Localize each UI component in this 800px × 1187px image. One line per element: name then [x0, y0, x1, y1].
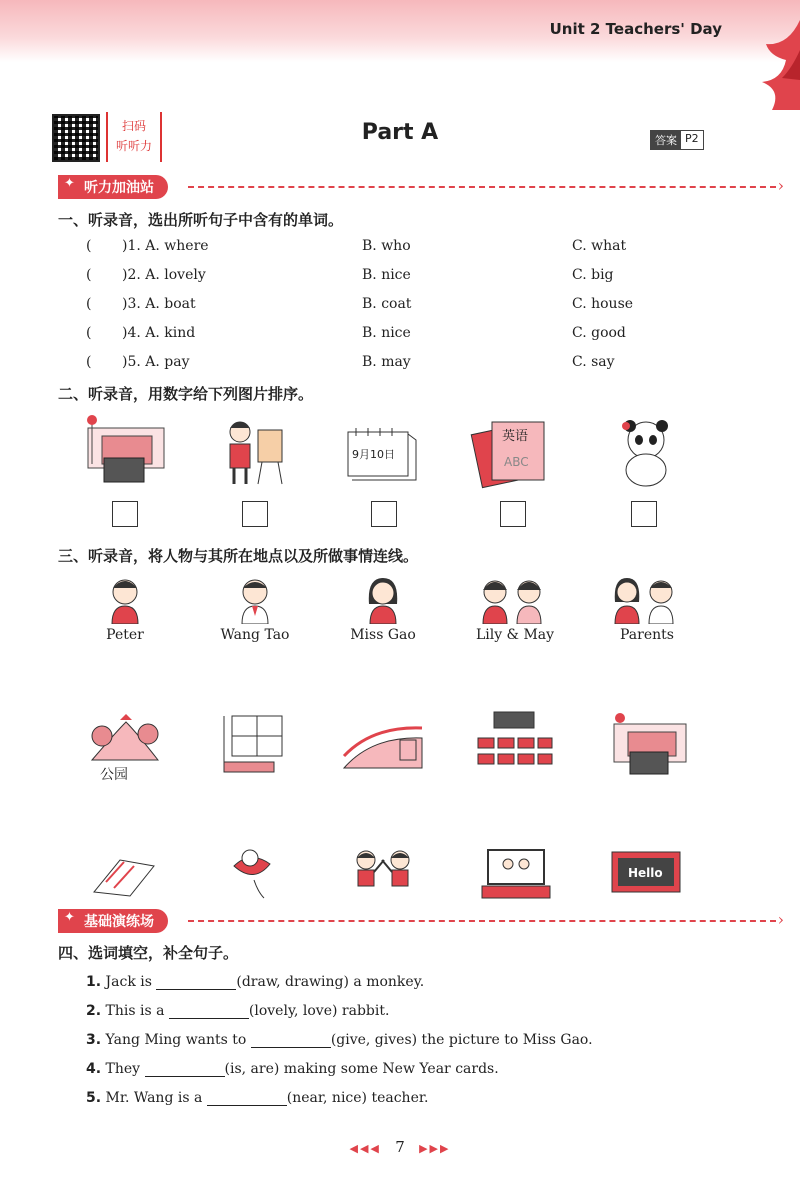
section-listening — [58, 176, 168, 198]
tv-icon — [480, 846, 552, 902]
scan-listen-label: 扫码 听听力 — [106, 112, 162, 162]
classroom-icon — [474, 710, 554, 776]
fill-sentence: 2. This is a (lovely, love) rabbit. — [86, 1003, 390, 1019]
parents-icon — [610, 574, 680, 624]
book-letters: ABC — [504, 455, 529, 469]
section-practice — [58, 910, 168, 932]
answer-blank[interactable] — [145, 1062, 225, 1077]
answer-blank[interactable] — [251, 1033, 331, 1048]
person-name: Wang Tao — [220, 627, 290, 643]
answer-label: 答案 — [651, 131, 681, 149]
arrows-right-icon: ▶▶▶ — [419, 1142, 451, 1155]
section-divider — [188, 920, 776, 922]
order-box-2[interactable] — [242, 501, 268, 527]
fill-sentence: 5. Mr. Wang is a (near, nice) teacher. — [86, 1090, 429, 1106]
girl-painting-icon — [214, 414, 294, 490]
fill-sentence: 3. Yang Ming wants to (give, gives) the picture to Miss Gao. — [86, 1032, 593, 1048]
q1-title: 一、听录音，选出所听句子中含有的单词。 — [58, 211, 344, 229]
girls-lily-may-icon — [478, 574, 548, 624]
fill-sentence: 4. They (is, are) making some New Year cards. — [86, 1061, 499, 1077]
boy-wang-tao-icon — [234, 574, 276, 624]
section-practice-label: ✦ 基础演练场 — [58, 909, 168, 933]
order-box-1[interactable] — [112, 501, 138, 527]
living-room-icon — [84, 414, 168, 490]
q1-row: ( )5. A. pay B. may C. say — [86, 354, 615, 370]
page-number: 7 — [395, 1138, 405, 1156]
person-name: Peter — [106, 627, 144, 643]
order-box-5[interactable] — [631, 501, 657, 527]
order-box-4[interactable] — [500, 501, 526, 527]
order-box-3[interactable] — [371, 501, 397, 527]
blackboard-icon — [610, 850, 682, 894]
park-label: 公园 — [100, 767, 128, 783]
calendar-date: 9月10日 — [352, 448, 395, 461]
answer-blank[interactable] — [207, 1091, 287, 1106]
q1-row: ( )4. A. kind B. nice C. good — [86, 325, 626, 341]
part-title: Part A — [361, 120, 439, 145]
calendar-icon — [344, 424, 420, 484]
person-name: Lily & May — [475, 627, 555, 643]
q1-row: ( )1. A. where B. who C. what — [86, 238, 627, 254]
section-divider — [188, 186, 776, 188]
unit-title: Unit 2 Teachers' Day — [549, 20, 722, 38]
person-name: Miss Gao — [350, 627, 416, 643]
answer-page: P2 — [685, 132, 699, 145]
blackboard-text: Hello — [628, 866, 663, 880]
fill-sentence: 1. Jack is (draw, drawing) a monkey. — [86, 974, 425, 990]
person-name: Parents — [620, 627, 674, 643]
page-number-bar — [0, 1138, 800, 1156]
children-exercising-icon — [346, 846, 422, 902]
q1-row: ( )3. A. boat B. coat C. house — [86, 296, 634, 312]
pagoda-icon — [752, 20, 800, 110]
answer-blank[interactable] — [169, 1004, 249, 1019]
book-title: 英语 — [502, 429, 529, 444]
living-room-icon — [610, 710, 690, 778]
answer-blank[interactable] — [156, 975, 236, 990]
panda-icon — [612, 414, 682, 490]
open-book-icon — [90, 852, 160, 898]
boy-peter-icon — [104, 574, 146, 624]
q1-row: ( )2. A. lovely B. nice C. big — [86, 267, 614, 283]
arrows-left-icon: ◀◀◀ — [349, 1142, 381, 1155]
answer-badge[interactable] — [650, 130, 704, 150]
woman-miss-gao-icon — [362, 574, 404, 624]
section-listening-label: ✦ 听力加油站 — [58, 175, 168, 199]
q3-title: 三、听录音，将人物与其所在地点以及所做事情连线。 — [58, 547, 419, 565]
q2-title: 二、听录音，用数字给下列图片排序。 — [58, 385, 314, 403]
park-icon — [86, 712, 162, 764]
room-window-icon — [210, 712, 286, 776]
english-book-icon — [470, 414, 554, 490]
playground-icon — [342, 716, 424, 772]
kite-icon — [224, 846, 280, 902]
q4-title: 四、选词填空，补全句子。 — [58, 944, 239, 962]
